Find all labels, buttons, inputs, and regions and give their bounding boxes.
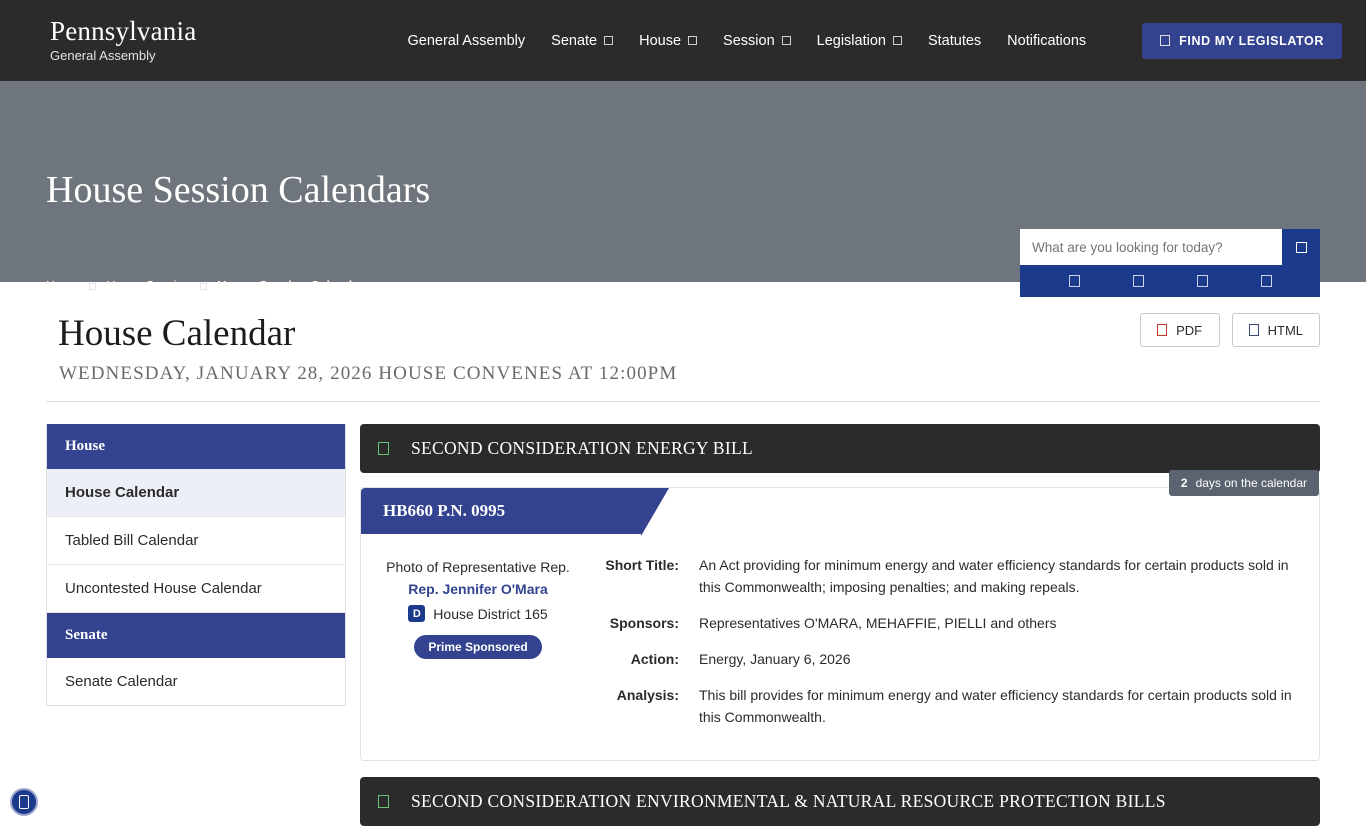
- nav-label: General Assembly: [407, 32, 526, 49]
- chevron-down-icon: [688, 36, 697, 45]
- nav-label: Notifications: [1007, 32, 1087, 49]
- nav-label: Statutes: [927, 32, 982, 49]
- pdf-icon: [1157, 324, 1167, 336]
- sidebar-item-house-calendar[interactable]: [47, 469, 345, 517]
- detail-label: Analysis:: [616, 687, 679, 703]
- breadcrumb-item-current: House Session Calendars: [217, 279, 371, 293]
- detail-value: Energy, January 6, 2026: [699, 651, 851, 667]
- breadcrumb-item-house-session[interactable]: House Session: [106, 279, 191, 293]
- sidebar-heading-senate: Senate: [47, 613, 345, 658]
- search-icon: [1296, 242, 1307, 253]
- detail-value: Representatives O'MARA, MEHAFFIE, PIELLI and others: [699, 615, 1057, 631]
- calendar-header: [46, 282, 1320, 402]
- nav-label: House: [639, 32, 682, 49]
- nav-item-legislation[interactable]: [817, 33, 902, 49]
- nav-label: Legislation: [816, 32, 886, 49]
- chevron-down-icon: [604, 36, 613, 45]
- expand-plus-icon: [378, 442, 389, 455]
- detail-label: Short Title:: [605, 557, 679, 573]
- sponsor-photo: Photo of Representative Rep.: [386, 559, 570, 575]
- nav-item-session[interactable]: [723, 33, 791, 49]
- sidebar-item-label: Senate Calendar: [65, 673, 178, 690]
- pdf-label: PDF: [1176, 322, 1203, 338]
- expand-plus-icon: [378, 795, 389, 808]
- page-title: House Session Calendars: [46, 169, 431, 212]
- bill-body: [361, 534, 1319, 742]
- party-badge: D: [408, 605, 425, 622]
- nav-item-senate[interactable]: [551, 33, 613, 49]
- district-label: House District 165: [433, 605, 548, 622]
- detail-value: An Act providing for minimum energy and water efficiency standards for certain products sold in this Commonwealth; imposing penalties; and making repeals.: [699, 557, 1289, 595]
- detail-label: Action:: [630, 651, 679, 667]
- brand-subtitle: General Assembly: [50, 48, 156, 63]
- sponsor-district-row: [383, 605, 573, 622]
- days-count: 2: [1180, 476, 1188, 490]
- sidebar-item-uncontested-house-calendar[interactable]: [47, 565, 345, 613]
- bill-card: [360, 476, 1320, 761]
- calendar-title: House Calendar: [58, 313, 296, 354]
- location-pin-icon: [1160, 35, 1170, 46]
- bill-number-ribbon[interactable]: [361, 488, 641, 534]
- search-button[interactable]: [1282, 229, 1320, 265]
- sidebar-item-label: Uncontested House Calendar: [65, 580, 262, 597]
- html-label: HTML: [1267, 322, 1303, 338]
- nav-label: Session: [723, 32, 775, 49]
- find-my-legislator-label: FIND MY LEGISLATOR: [1179, 33, 1324, 48]
- days-on-calendar-badge: [1169, 470, 1319, 496]
- section-title: SECOND CONSIDERATION ENERGY BILL: [411, 438, 753, 458]
- sidebar-item-tabled-bill-calendar[interactable]: [47, 517, 345, 565]
- calendar-main: [360, 424, 1320, 826]
- content-layout: [46, 402, 1320, 826]
- sidebar-heading-house: House: [47, 424, 345, 469]
- detail-label: Sponsors:: [609, 615, 679, 631]
- section-title: SECOND CONSIDERATION ENVIRONMENTAL & NATURAL RESOURCE PROTECTION BILLS: [411, 791, 1166, 811]
- days-text: days on the calendar: [1195, 476, 1307, 490]
- chevron-down-icon: [893, 36, 902, 45]
- hero-banner: [0, 81, 1366, 293]
- detail-row-action: [601, 648, 1297, 670]
- detail-row-analysis: [601, 684, 1297, 728]
- nav-item-notifications[interactable]: [1007, 33, 1086, 49]
- detail-value: This bill provides for minimum energy and water efficiency standards for certain products sold in this Commonwealth.: [699, 687, 1292, 725]
- detail-row-short-title: [601, 554, 1297, 598]
- nav-item-house[interactable]: [639, 33, 697, 49]
- section-header-environmental-bills[interactable]: [360, 777, 1320, 826]
- document-actions: [1140, 313, 1320, 347]
- search-input[interactable]: [1020, 229, 1282, 265]
- nav-label: Senate: [551, 32, 598, 49]
- site-brand[interactable]: [50, 16, 196, 65]
- find-my-legislator-button[interactable]: [1142, 23, 1342, 59]
- pdf-button[interactable]: [1140, 313, 1220, 347]
- chevron-down-icon: [782, 36, 791, 45]
- accessibility-button[interactable]: [10, 788, 38, 816]
- bill-number: HB660 P.N. 0995: [383, 501, 506, 520]
- breadcrumb-item-home[interactable]: Home: [46, 279, 80, 293]
- site-header: [0, 0, 1366, 81]
- sidebar-item-label: Tabled Bill Calendar: [65, 532, 199, 549]
- accessibility-icon: [19, 795, 29, 809]
- nav-item-statutes[interactable]: [928, 33, 981, 49]
- html-icon: [1249, 324, 1259, 336]
- sponsor-block: [383, 552, 573, 742]
- nav-item-general-assembly[interactable]: [407, 33, 525, 49]
- brand-title: Pennsylvania: [50, 16, 197, 46]
- bill-details: [601, 552, 1297, 742]
- calendar-sidebar: [46, 424, 346, 706]
- page-content: [0, 282, 1366, 826]
- main-navigation: [407, 23, 1342, 59]
- sponsor-name-link[interactable]: Rep. Jennifer O'Mara: [408, 581, 548, 597]
- sidebar-item-label: House Calendar: [65, 484, 180, 501]
- section-header-energy-bill[interactable]: [360, 424, 1320, 473]
- calendar-subtitle: WEDNESDAY, JANUARY 28, 2026 HOUSE CONVENES AT 12:00PM: [59, 363, 678, 384]
- sidebar-item-senate-calendar[interactable]: [47, 658, 345, 705]
- html-button[interactable]: [1232, 313, 1320, 347]
- detail-row-sponsors: [601, 612, 1297, 634]
- prime-sponsored-badge: Prime Sponsored: [414, 635, 541, 659]
